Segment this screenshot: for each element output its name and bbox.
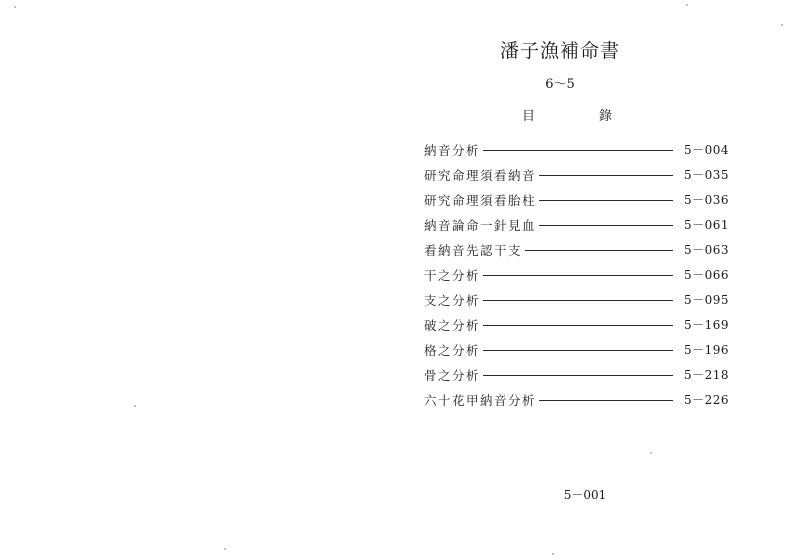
scan-speck [552,553,554,555]
book-title: 潘子漁補命書 [499,40,620,62]
toc-entry [424,287,729,312]
toc-entry-label: 支之分析 [424,292,481,308]
toc-entry-page: 5－066 [683,268,729,282]
toc-entry-label: 格之分析 [424,342,481,358]
toc-heading-left: 目 [522,109,536,124]
toc-entry-page: 5－196 [683,343,729,357]
toc-entry-page: 5－036 [683,193,729,207]
toc-entry-label: 骨之分析 [424,367,481,383]
toc-leader-line [539,200,673,201]
scan-speck [686,4,688,6]
toc-heading [522,105,612,124]
toc-leader-line [483,275,673,276]
toc-entry [424,337,729,362]
toc-leader-line [525,250,673,251]
toc-entry [424,362,729,387]
toc-entry-page: 5－004 [683,143,729,157]
toc-entry-page: 5－035 [683,168,729,182]
toc-leader-line [539,225,673,226]
toc-leader-line [483,350,673,351]
scan-speck [781,24,783,26]
scan-speck [134,405,136,407]
toc-entry-label: 看納音先認干支 [424,242,523,258]
toc-entry-label: 破之分析 [424,317,481,333]
toc-entry [424,187,729,212]
toc-entry-page: 5－226 [683,393,729,407]
toc-entry [424,212,729,237]
scan-speck [224,548,226,550]
page-number: 5－001 [563,488,607,502]
toc-entry-page: 5－218 [683,368,729,382]
toc-heading-right: 錄 [598,109,612,124]
toc-leader-line [539,400,673,401]
toc-leader-line [539,175,673,176]
toc-entry-page: 5－169 [683,318,729,332]
toc-entry [424,262,729,287]
toc-entry-label: 納音論命一針見血 [424,217,537,233]
table-of-contents [424,137,729,412]
toc-entry-page: 5－063 [683,243,729,257]
scan-speck [650,452,652,454]
volume-number: 6～5 [545,77,575,92]
toc-entry-label: 納音分析 [424,142,481,158]
toc-entry-label: 干之分析 [424,267,481,283]
toc-entry [424,387,729,412]
toc-entry-label: 研究命理須看納音 [424,167,537,183]
toc-leader-line [483,325,673,326]
toc-entry [424,312,729,337]
toc-entry-label: 研究命理須看胎柱 [424,192,537,208]
toc-leader-line [483,300,673,301]
toc-entry-page: 5－095 [683,293,729,307]
toc-entry [424,237,729,262]
toc-entry [424,162,729,187]
toc-entry [424,137,729,162]
toc-leader-line [483,150,673,151]
toc-entry-page: 5－061 [683,218,729,232]
scan-speck [14,6,16,8]
toc-leader-line [483,375,673,376]
toc-entry-label: 六十花甲納音分析 [424,392,537,408]
